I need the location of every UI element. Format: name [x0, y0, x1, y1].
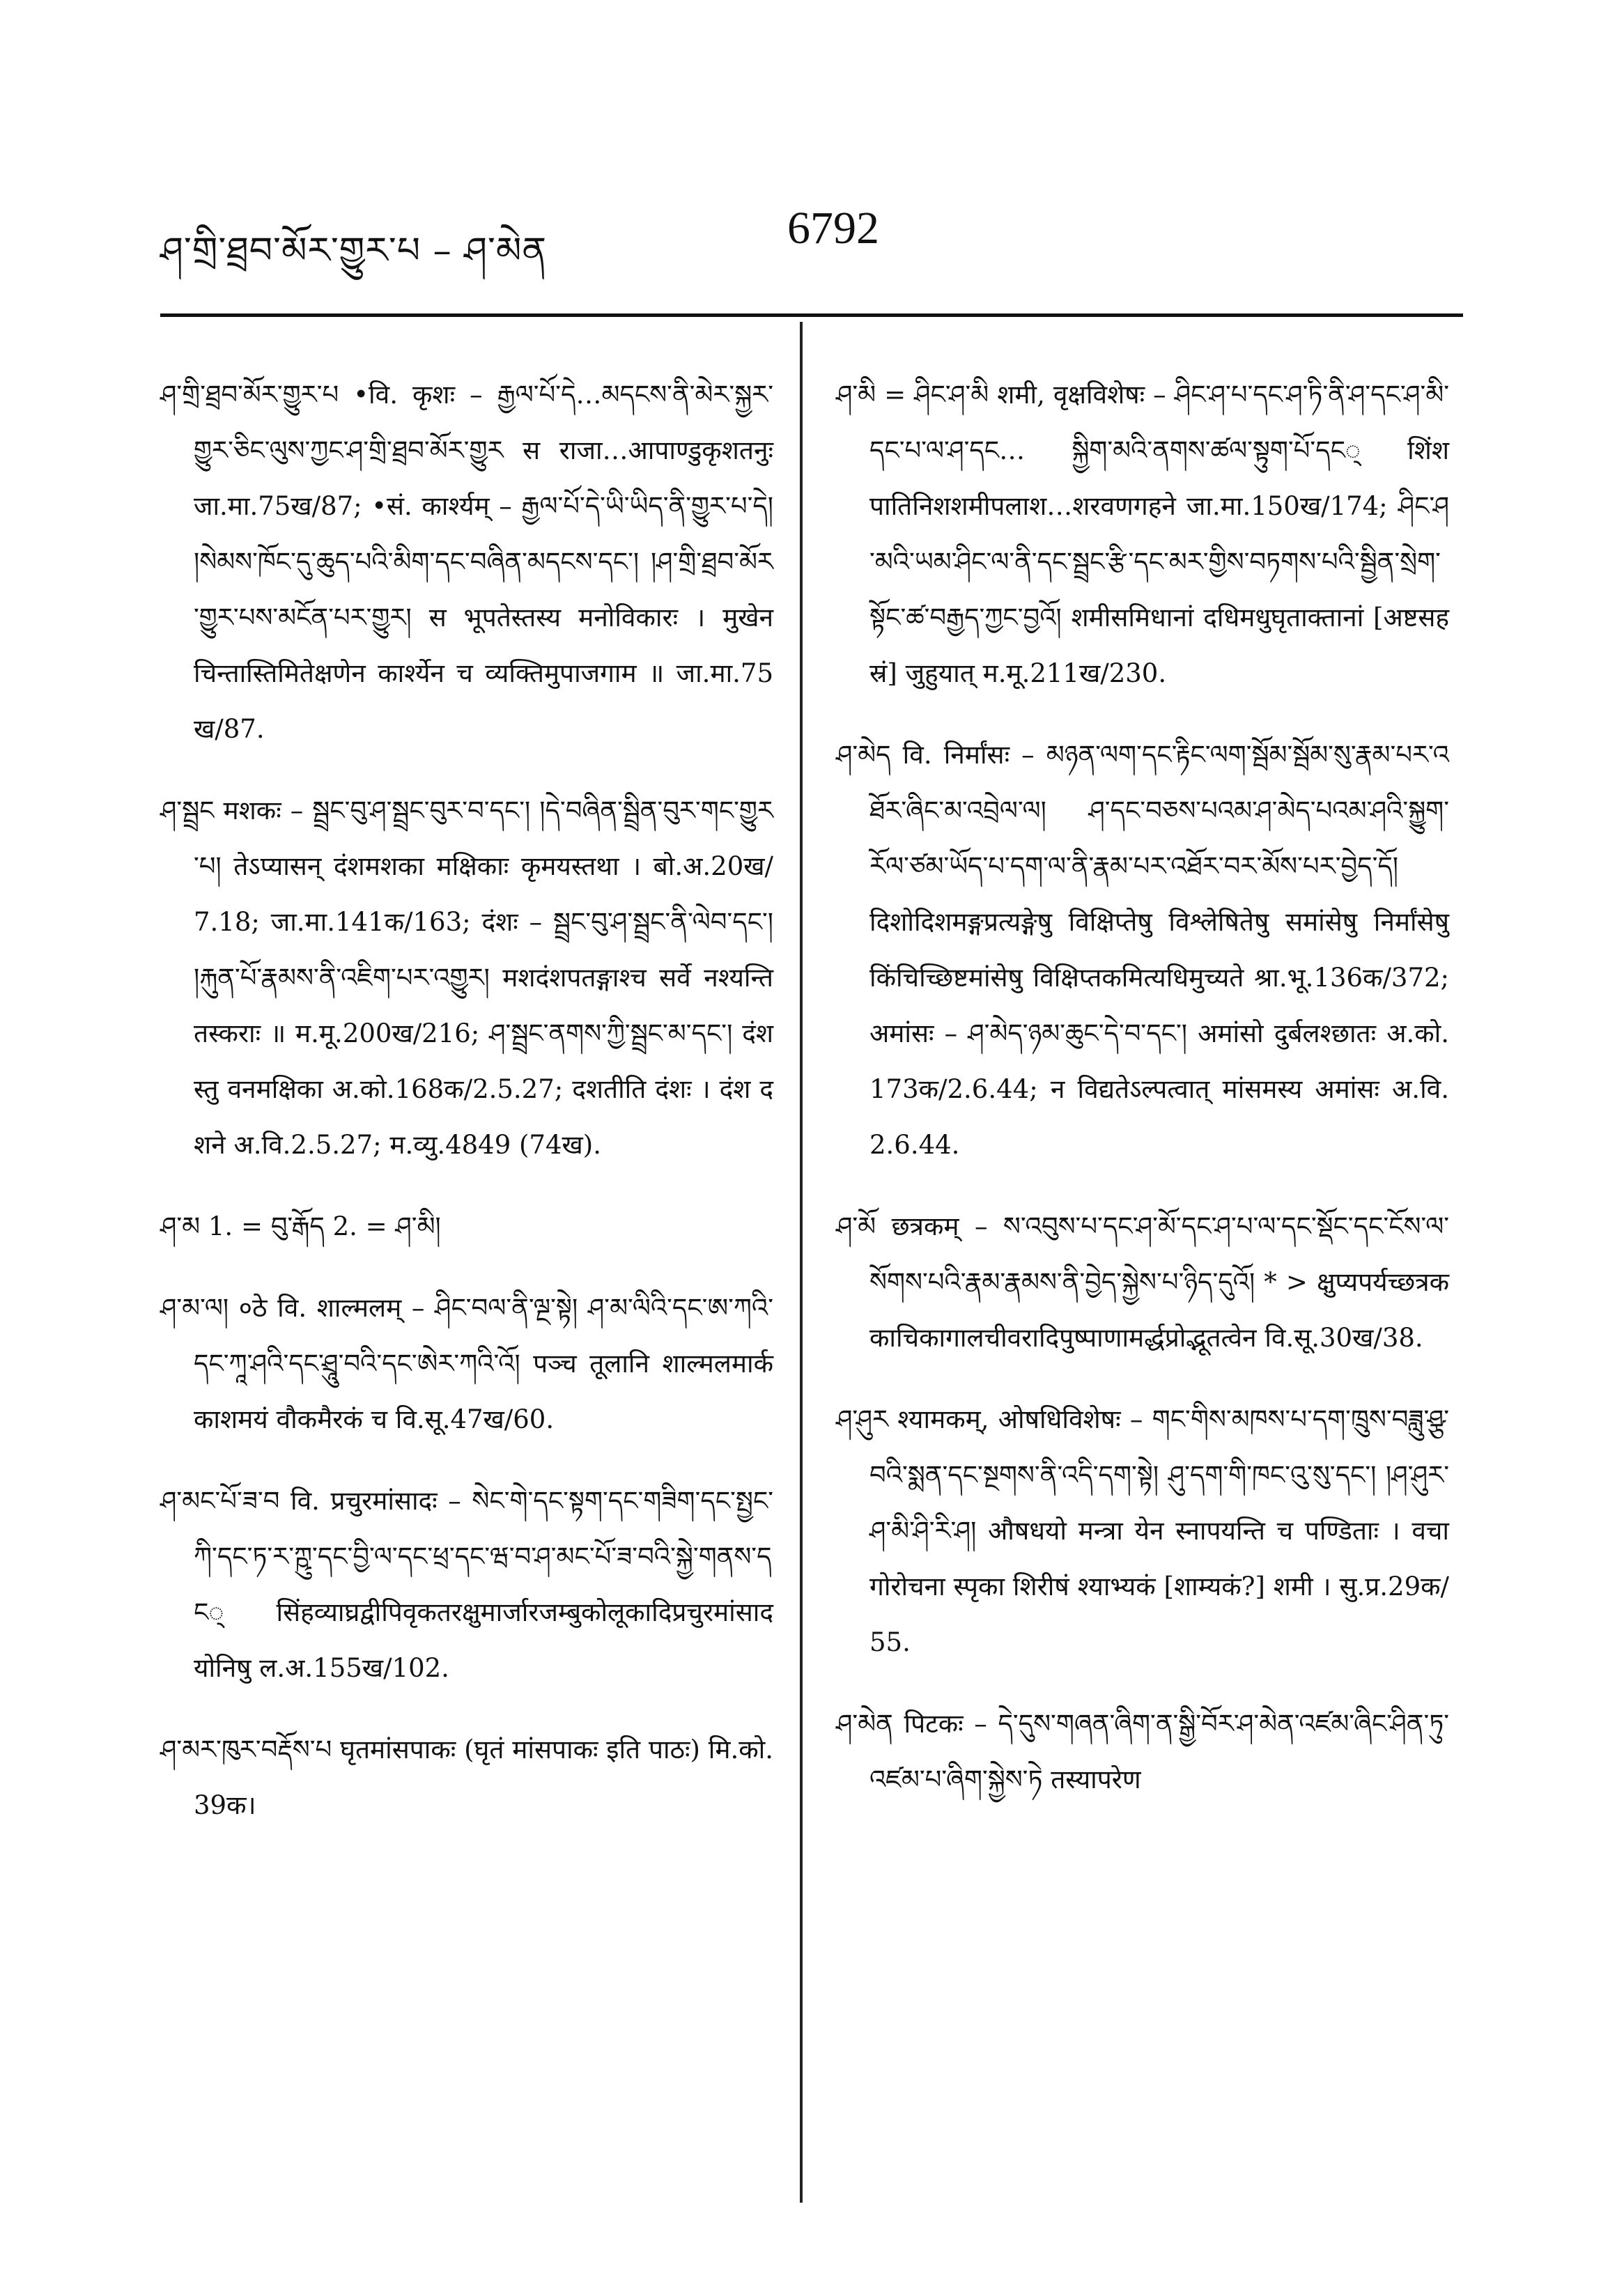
dictionary-entry: ཤ་མ་ལ། ०ठे वि. शाल्मलम् – ཤིང་བལ་ནི་ལྔ་སྟེ། ཤ་མ་ལིའི་དང་ཨ་ཀའི་དང་ཀཱ་ཤའི་དང་ཤྲཱུ་བའི་དང་ཨེར་ཀའི་འོ། पञ्च तूलानि शाल्मलमार्क काशमयं वौकमैरकं च वि.सू.47ख/60. [160, 1293, 773, 1434]
dictionary-entry: ཤ་མང་པོ་ཟ་བ वि. प्रचुरमांसादः – སེང་གེ་དང་སྟག་དང་གཟིག་དང་སྤྱང་ཀི་དང་ཏ་ར་ཀྵུ་དང་བྱི་ལ་དང་ཕྲ་དང་ཝ་བ་ཤ་མང་པོ་ཟ་བའི་སྐྱེ་གནས་དང् सिंहव्याघ्रद्वीपिवृकतरक्षुमार्जारजम्बुकोलूकादिप्रचुरमांसादयोनिषु ल.अ.155ख/102. [160, 1486, 773, 1683]
dictionary-entry: ཤ་མི = ཤིང་ཤ་མི शमी, वृक्षविशेषः – ཤིང་ཤ་པ་དང་ཤ་ཏི་ནི་ཤ་དང་ཤ་མི་དང་པ་ལ་ཤ་དང… སྐྱིག་མའི་ནགས་ཚལ་སྟུག་པོ་དང् शिंशपातिनिशशमीपलाश…शरवणगहने जा.मा.150ख/174; ཤིང་ཤ་མའི་ཡམ་ཤིང་ལ་ནི་དང་སྦྲང་རྩི་དང་མར་གྱིས་བཏགས་པའི་སྦྱིན་སྲེག་སྟོང་ཚ་བརྒྱད་ཀྱང་བྱའོ། शमीसमिधानां दधिमधुघृताक्तानां [अष्टसहस्रं] जुहुयात् म.मू.211ख/230. [836, 380, 1449, 688]
page-header [160, 202, 1463, 279]
dictionary-entry: ཤ་ཤུར श्यामकम्, ओषधिविशेषः – གང་གིས་མཁས་པ་དག་ཁྲུས་བཟླུ་ཤྩ་བའི་སྨན་དང་སྔགས་ནི་འདི་དག་སྟེ། ཤུ་དག་གི་ཁང་འུ་སུ་དང་། །ཤ་ཤུར་ཤ་མི་ཤི་རི་ཤ། औषधयो मन्त्रा येन स्नापयन्ति च पण्डिताः । वचा गोरोचना स्पृका शिरीषं श्याभ्यकं [शाम्यकं?] शमी । सु.प्र.29क/55. [836, 1404, 1449, 1657]
right-column [836, 341, 1449, 1826]
dictionary-entry: ཤ་སྦྲང मशकः – སྦྲང་བུ་ཤ་སྦྲང་བུར་བ་དང་། །དེ་བཞིན་སྦྲིན་བུར་གང་གྱུར་པ། तेऽप्यासन् दंशमशका मक्षिकाः कृमयस्तथा । बो.अ.20ख/7.18; जा.मा.141क/163; दंशः – སྦྲང་བུ་ཤ་སྦྲང་ནི་ལེབ་དང་། །རྐུན་པོ་རྣམས་ནི་འཇིག་པར་འགྱུར། मशदंशपतङ्गाश्च सर्वे नश्यन्ति तस्कराः ॥ म.मू.200ख/216; ཤ་སྦྲང་ནགས་ཀྱི་སྦྲང་མ་དང་། दंशस्तु वनमक्षिका अ.को.168क/2.5.27; दशतीति दंशः । दंश दशने अ.वि.2.5.27; म.व्यु.4849 (74ख). [160, 796, 773, 1160]
dictionary-entry: ཤ་མེད वि. निर्मांसः – མཉན་ལག་དང་རྟིང་ལག་སྦོམ་སྦོམ་སུ་རྣམ་པར་འཐོར་ཞིང་མ་འབྲེལ་ལ། ཤ་དང་བཅས་པའམ་ཤ་མེད་པའམ་ཤའི་སྐྱུག་རོལ་ཙམ་ཡོད་པ་དག་ལ་ནི་རྣམ་པར་འཐོར་བར་མོས་པར་བྱེད་དོ། दिशोदिशमङ्गप्रत्यङ्गेषु विक्षिप्तेषु विश्लेषितेषु समांसेषु निर्मांसेषु किंचिच्छिष्टमांसेषु विक्षिप्तकमित्यधिमुच्यते श्रा.भू.136क/372; अमांसः – ཤ་མེད་ཉམ་ཆུང་དེ་བ་དང་། अमांसो दुर्बलश्छातः अ.को.173क/2.6.44; न विद्यतेऽल्पत्वात् मांसमस्य अमांसः अ.वि.2.6.44. [836, 740, 1449, 1160]
dictionary-entry: ཤ་མ 1. = བུ་རྒོད 2. = ཤ་མི། [160, 1211, 441, 1241]
page-number: 6792 [787, 203, 879, 254]
dictionary-entry: ཤ་མར་ཁུར་བརྡོས་པ घृतमांसपाकः (घृतं मांसपाकः इति पाठः) मि.को.39क। [160, 1735, 773, 1820]
left-column [160, 341, 773, 1852]
dictionary-entry: ཤ་མེན पिटकः – དེ་དུས་གཞན་ཞིག་ན་སྒྱི་བོར་ཤ་མེན་འཛམ་ཞིང་ཤིན་ཏུ་འཛམ་པ་ཞིག་སྐྱེས་ཏེ तस्यापरेण [836, 1709, 1449, 1794]
running-head: ཤ་གྲི་ཐྲབ་མོར་གྱུར་པ – ཤ་མེན [160, 230, 548, 272]
column-divider [800, 322, 803, 2203]
dictionary-entry: ཤ་མོ छत्रकम् – ས་འབུས་པ་དང་ཤ་མོ་དང་ཤ་པ་ལ་དང་སྡོང་དང་ངོས་ལ་སོགས་པའི་རྣམ་རྣམས་ནི་བྱེད་སྐྱེས་པ་ཉིད་དུའོ། * > क्षुप्यपर्यच्छत्रककाचिकागालचीवरादिपुष्पाणामर्द्धप्रोद्भूतत्वेन वि.सू.30ख/38. [836, 1211, 1449, 1353]
dictionary-entry: ཤ་གྲི་ཐྲབ་མོར་གྱུར་པ •वि. कृशः – རྒྱལ་པོ་དེ…མདངས་ནི་མེར་སྐྱར་གྱུར་ཅིང་ལུས་ཀྱང་ཤ་གྲི་ཐྲབ་མོར་གྱུར स राजा…आपाण्डुकृशतनुः जा.मा.75ख/87; •सं. कार्श्यम् – རྒྱལ་པོ་དེ་ཡི་ཡིད་ནི་གྱུར་པ་དེ། །སེམས་ཁོང་དུ་ཆུད་པའི་མིག་དང་བཞིན་མདངས་དང་། །ཤ་གྲི་ཐྲབ་མོར་གྱུར་པས་མངོན་པར་གྱུར། स भूपतेस्तस्य मनोविकारः । मुखेन चिन्तास्तिमितेक्षणेन कार्श्येन च व्यक्तिमुपाजगाम ॥ जा.मा.75ख/87. [160, 380, 773, 744]
header-rule [160, 313, 1463, 317]
